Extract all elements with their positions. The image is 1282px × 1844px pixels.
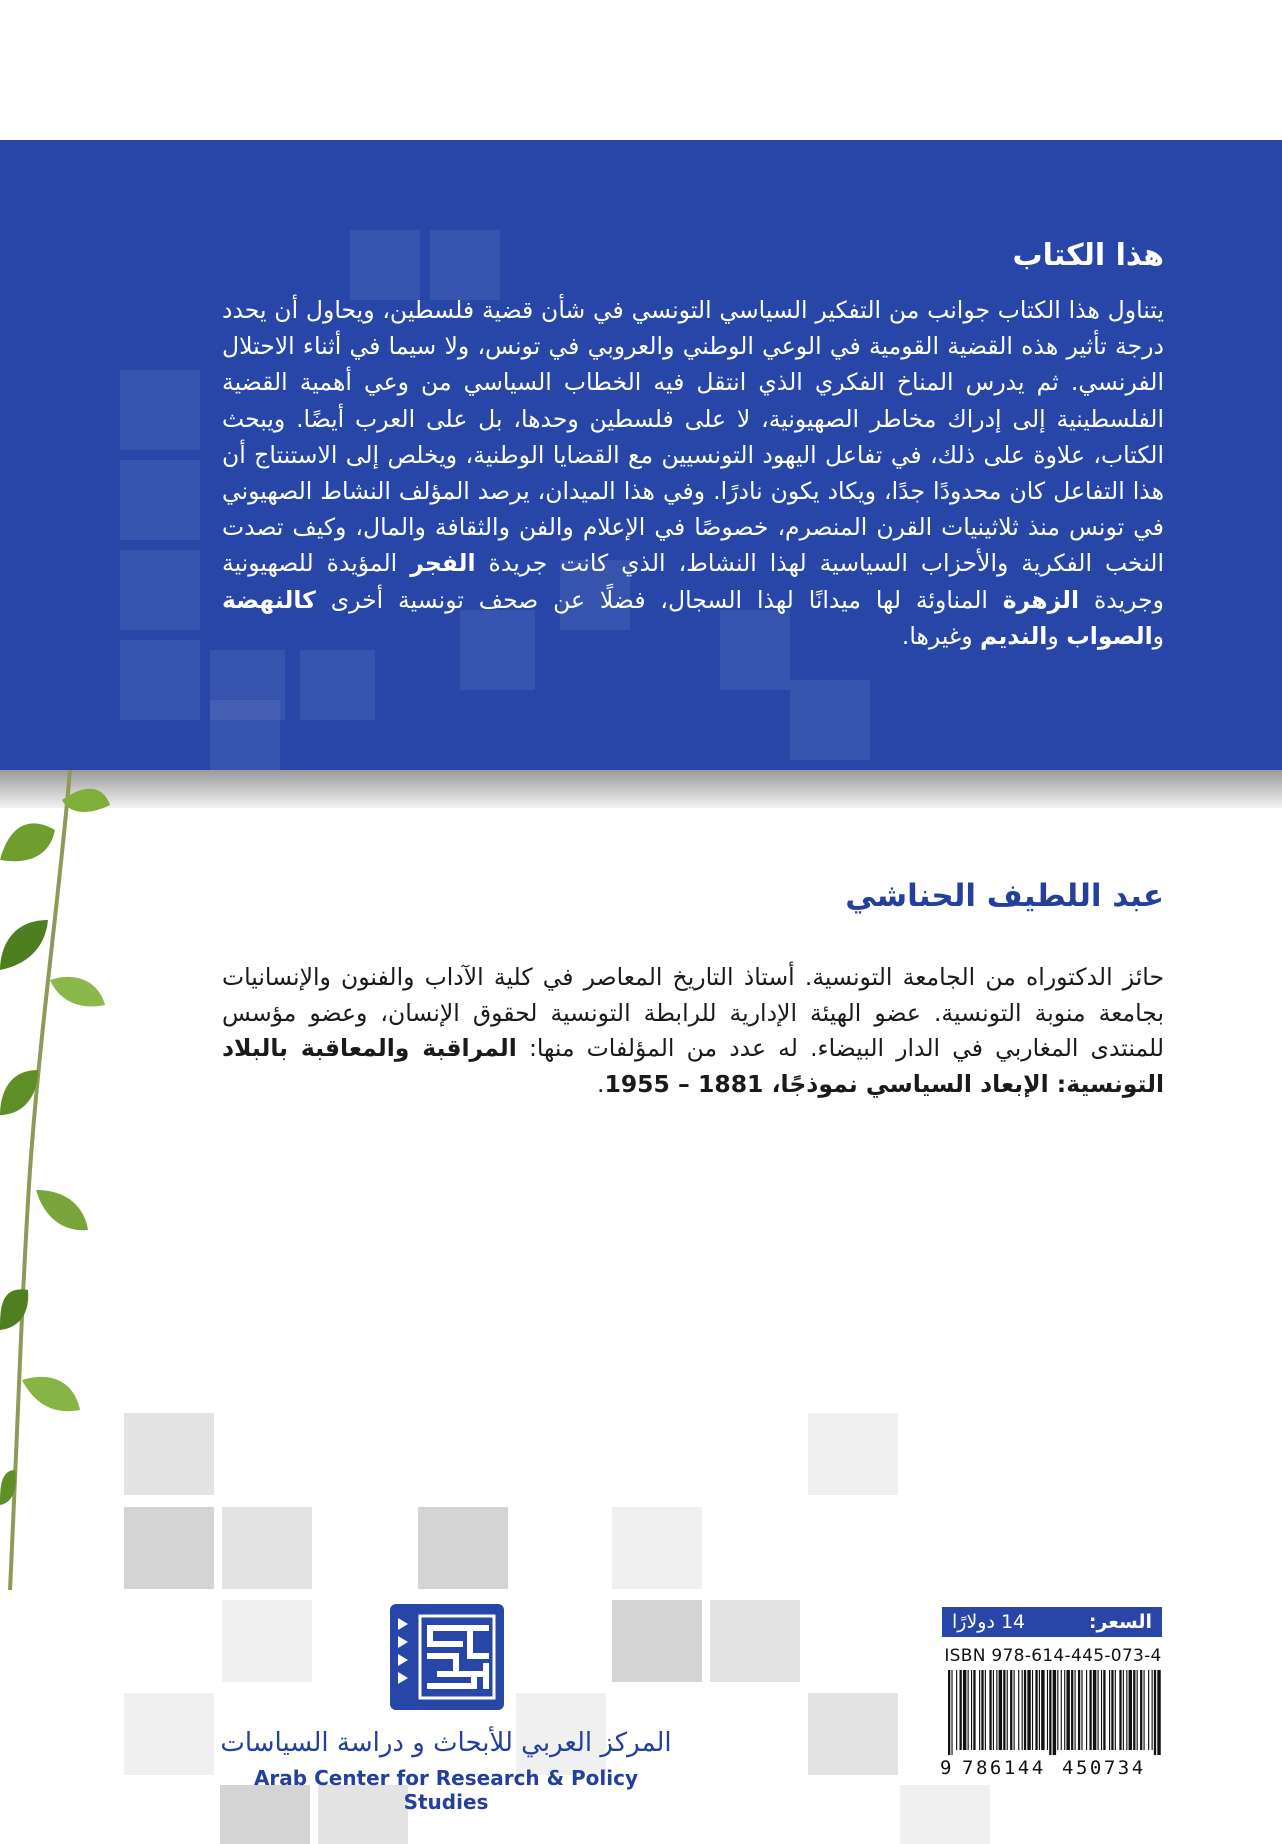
barcode-bar [1119,1670,1121,1750]
barcode-bar [1075,1670,1076,1750]
barcode-bar [1098,1670,1099,1750]
decor-tile [612,1507,702,1589]
about-title: هذا الكتاب [1012,238,1164,273]
publisher-name-english: Arab Center for Research & Policy Studies [253,1766,639,1814]
barcode-bar [973,1670,975,1750]
barcode-bar [1061,1670,1062,1750]
author-bio [222,960,1164,1102]
barcode-bar [960,1670,962,1750]
barcode-bar [1047,1670,1048,1750]
barcode-bar [1137,1670,1138,1750]
barcode-bar [1064,1670,1065,1750]
decor-tile [124,1413,214,1495]
decor-tile [120,550,200,630]
author-name: عبد اللطيف الحناشي [845,878,1164,914]
about-paragraph [222,292,1164,654]
barcode-bar [1101,1670,1102,1750]
barcode-bar [968,1670,969,1750]
decor-tile [124,1507,214,1589]
decor-tile [222,1600,312,1682]
barcode [940,1670,1166,1756]
price-label: السعر: [1088,1611,1152,1633]
barcode-bar [956,1670,957,1750]
barcode-bar [1152,1670,1153,1750]
barcode-bar [996,1670,997,1750]
barcode-bar [948,1670,950,1756]
barcode-bar [989,1670,991,1750]
decor-tile [350,230,420,300]
barcode-bar [1003,1670,1005,1750]
author-bio-text: حائز الدكتوراه من الجامعة التونسية. أستاذ التاريخ المعاصر في كلية الآداب والفنون والإنسانيات بجامعة منوبة التونسية. عضو الهيئة الإدارية للرابطة التونسية لحقوق الإنسان، وعضو مؤسس للمنتدى المغاربي في الدار البيضاء. له عدد من المؤلفات منها: المراقبة والمعاقبة بالبلاد التونسية: الإبعاد السياسي نموذجًا، 1881 – 1955. [222,963,1164,1098]
logo-mark-icon [390,1604,504,1710]
barcode-bar [1053,1670,1056,1756]
barcode-bar [1157,1670,1160,1756]
decor-tile [790,680,870,760]
barcode-bar [1027,1670,1030,1750]
barcode-bar [1032,1670,1033,1750]
barcode-bar [1071,1670,1073,1750]
barcode-bar [1024,1670,1026,1750]
barcode-bar [985,1670,986,1750]
barcode-bar [1007,1670,1008,1750]
barcode-bar [1154,1670,1156,1756]
decor-tile [612,1600,702,1682]
barcode-bar [1066,1670,1069,1750]
plant-decoration [0,770,110,1590]
barcode-bar [1022,1670,1023,1750]
decor-tile [120,460,200,540]
barcode-bar [1144,1670,1145,1750]
barcode-bar [1039,1670,1040,1750]
barcode-bar [1133,1670,1135,1750]
decor-tile [222,1507,312,1589]
barcode-digit-group: 9 [940,1757,952,1779]
isbn-text: ISBN 978-614-445-073-4 [944,1646,1162,1666]
decor-tile [124,1693,214,1775]
barcode-bar [951,1670,952,1756]
barcode-bar [979,1670,980,1750]
barcode-bar [1115,1670,1116,1750]
decor-tile [210,700,280,770]
decor-tile [418,1507,508,1589]
barcode-bar [1014,1670,1015,1750]
decor-tile [808,1693,898,1775]
barcode-bar [1081,1670,1082,1750]
price-value: 14 دولارًا [952,1611,1026,1633]
barcode-bar [1129,1670,1132,1750]
barcode-digit-group: 450734 [1062,1757,1146,1779]
barcode-bar [971,1670,972,1750]
barcode-bar [1078,1670,1080,1750]
barcode-bar [1018,1670,1019,1750]
barcode-bar [1035,1670,1037,1750]
barcode-bar [1086,1670,1087,1750]
publisher-name-arabic: المركز العربي للأبحاث و دراسة السياسات [220,1728,672,1758]
barcode-bar [1126,1670,1127,1750]
decor-tile [120,640,200,720]
barcode-bar [1089,1670,1091,1750]
barcode-bar [1010,1670,1012,1750]
barcode-bar [1109,1670,1110,1750]
barcode-bar [1148,1670,1149,1750]
barcode-bar [1041,1670,1044,1750]
about-text: يتناول هذا الكتاب جوانب من التفكير السياسي التونسي في شأن قضية فلسطين، ويحاول أن يحدد درجة تأثير هذه القضية القومية في الوعي الوطني والعروبي في تونس، ولا سيما في أثناء الاحتلال الفرنسي. ثم يدرس المناخ الفكري الذي انتقل فيه الخطاب السياسي من وعي أهمية القضية الفلسطينية إلى إدراك مخاطر الصهيونية، لا على فلسطين وحدها، بل على العرب أيضًا. ويبحث الكتاب، علاوة على ذلك، في تفاعل اليهود التونسيين مع القضايا الوطنية، ويخلص إلى الاستنتاج أن هذا التفاعل كان محدودًا جدًا، ويكاد يكون نادرًا. وفي هذا الميدان، يرصد المؤلف النشاط الصهيوني في تونس منذ ثلاثينيات القرن المنصرم، خصوصًا في الإعلام والفن والثقافة والمال، وكيف تصدت النخب الفكرية والأحزاب السياسية لهذا النشاط، الذي كانت جريدة الفجر المؤيدة للصهيونية وجريدة الزهرة المناوئة لها ميدانًا لهذا السجال، فضلًا عن صحف تونسية أخرى كالنهضة والصواب والنديم وغيرها. [222,296,1164,650]
barcode-bar [981,1670,983,1750]
barcode-digit-group: 786144 [962,1757,1046,1779]
decor-tile [120,370,200,450]
publisher-logo [390,1604,504,1710]
barcode-bar [1111,1670,1113,1750]
barcode-digits [940,1755,1166,1781]
barcode-bar [1103,1670,1105,1750]
decor-tile [710,1600,800,1682]
barcode-bar [999,1670,1002,1750]
decor-tile [808,1413,898,1495]
price-box [942,1607,1162,1637]
divider-strip [0,770,1282,808]
decor-tile [900,1785,990,1844]
decor-tile [300,650,375,720]
barcode-bar [993,1670,994,1750]
barcode-bar [1057,1670,1058,1750]
barcode-bar [1140,1670,1142,1750]
barcode-bar [1093,1670,1096,1750]
barcode-bar [1049,1670,1051,1756]
barcode-bar [1123,1670,1124,1750]
decor-tile [430,230,500,300]
barcode-bar [963,1670,966,1750]
